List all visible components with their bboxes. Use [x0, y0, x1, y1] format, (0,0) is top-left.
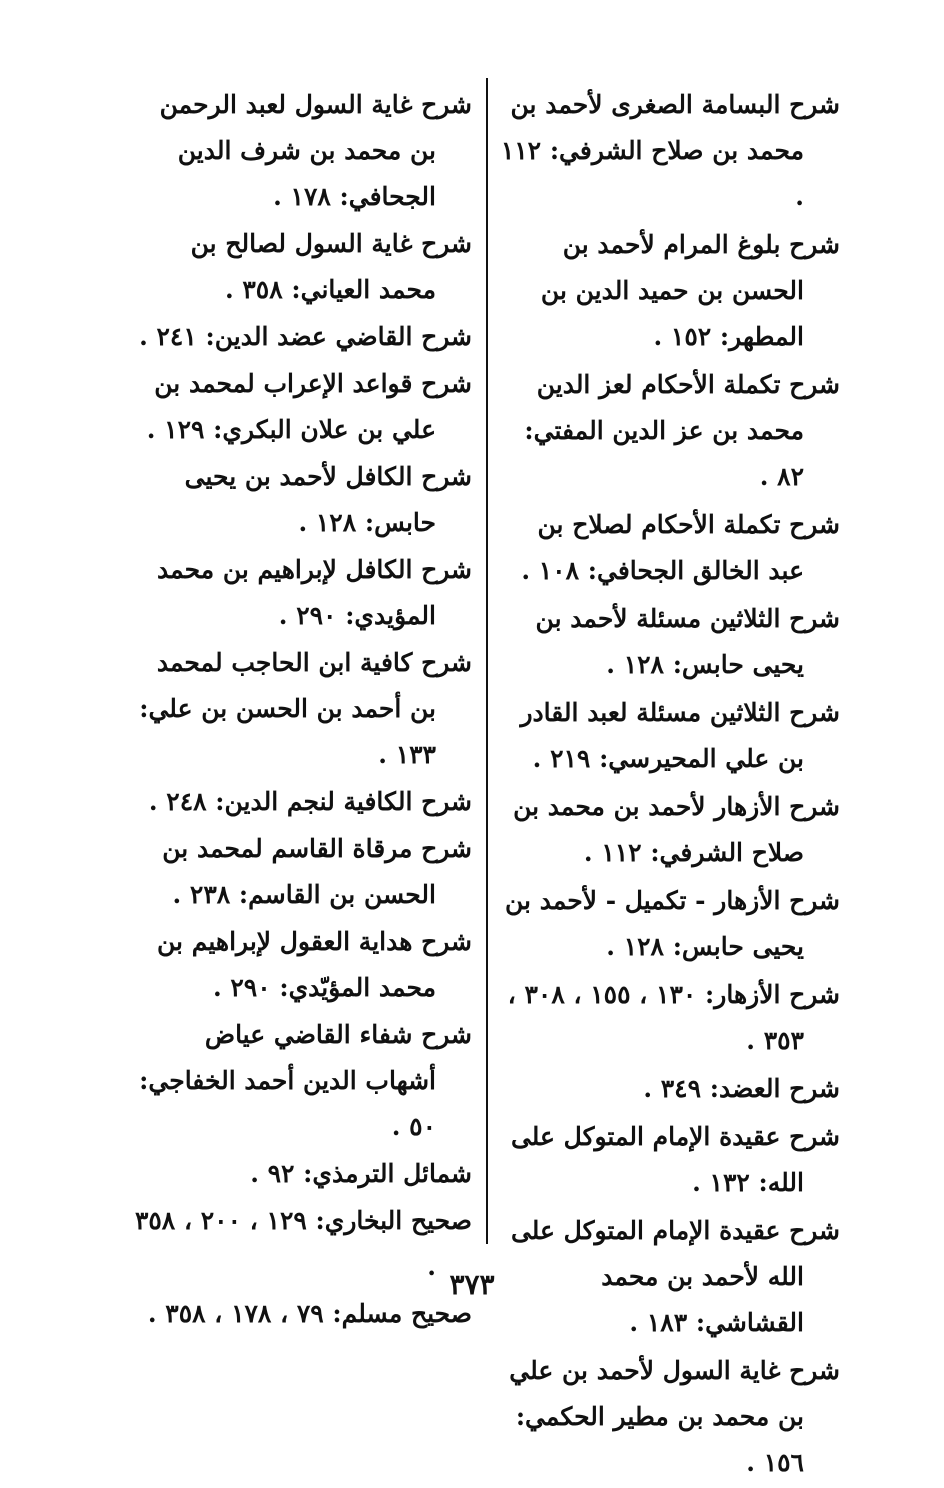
index-entry: شرح شفاء القاضي عياض أشهاب الدين أحمد الخفاجي: ٥٠ .: [139, 1020, 472, 1141]
index-entry: شرح الأزهار - تكميل - لأحمد بن يحيى حابس: ١٢٨ .: [505, 886, 840, 961]
index-entry: شرح كافية ابن الحاجب لمحمد بن أحمد بن الحسن بن علي: ١٣٣ .: [139, 648, 472, 769]
index-entry: شرح الثلاثين مسئلة لأحمد بن يحيى حابس: ١٢٨ .: [535, 604, 840, 679]
index-entry: شرح الأزهار: ١٣٠ ، ١٥٥ ، ٣٠٨ ، ٣٥٣ .: [507, 980, 840, 1055]
index-entry: شرح الثلاثين مسئلة لعبد القادر بن علي المحيرسي: ٢١٩ .: [520, 698, 840, 773]
index-entry: شرح هداية العقول لإبراهيم بن محمد المؤيّدي: ٢٩٠ .: [157, 927, 472, 1002]
index-entry: صحيح البخاري: ١٢٩ ، ٢٠٠ ، ٣٥٨ .: [134, 1206, 472, 1281]
index-entry: شرح مرقاة القاسم لمحمد بن الحسن بن القاسم: ٢٣٨ .: [162, 834, 472, 909]
index-entry: شرح البسامة الصغرى لأحمد بن محمد بن صلاح الشرفي: ١١٢ .: [500, 90, 840, 211]
index-entry: شرح عقيدة الإمام المتوكل على الله: ١٣٢ .: [510, 1122, 840, 1197]
index-entry: صحيح مسلم: ٧٩ ، ١٧٨ ، ٣٥٨ .: [147, 1299, 472, 1328]
index-entry: شرح غاية السول لأحمد بن علي بن محمد بن مطير الحكمي: ١٥٦ .: [509, 1356, 840, 1477]
index-entry: شرح العضد: ٣٤٩ .: [643, 1074, 840, 1103]
index-entry: شرح الكافية لنجم الدين: ٢٤٨ .: [148, 787, 472, 816]
column-divider: [486, 78, 488, 1244]
page-number: ٣٧٣: [449, 1268, 495, 1301]
index-entry: شرح تكملة الأحكام لعز الدين محمد بن عز الدين المفتي: ٨٢ .: [524, 370, 840, 491]
index-entry: شرح الكافل لإبراهيم بن محمد المؤيدي: ٢٩٠ .: [157, 555, 472, 630]
index-entry: شرح تكملة الأحكام لصلاح بن عبد الخالق الجحافي: ١٠٨ .: [521, 510, 840, 585]
index-entry: شرح بلوغ المرام لأحمد بن الحسن بن حميد الدين بن المطهر: ١٥٢ .: [540, 230, 840, 351]
index-entry: شرح عقيدة الإمام المتوكل على الله لأحمد بن محمد القشاشي: ١٨٣ .: [510, 1216, 840, 1337]
index-entry: شرح الكافل لأحمد بن يحيى حابس: ١٢٨ .: [184, 462, 472, 537]
index-entry: شمائل الترمذي: ٩٢ .: [250, 1159, 472, 1188]
index-column-left: [128, 82, 472, 1338]
index-entry: شرح القاضي عضد الدين: ٢٤١ .: [139, 322, 472, 351]
index-entry: شرح قواعد الإعراب لمحمد بن علي بن علان البكري: ١٢٩ .: [146, 369, 472, 444]
index-entry: شرح غاية السول لصالح بن محمد العياني: ٣٥٨ .: [190, 229, 472, 304]
index-entry: شرح غاية السول لعبد الرحمن بن محمد بن شرف الدين الجحافي: ١٧٨ .: [159, 90, 472, 211]
index-entry: شرح الأزهار لأحمد بن محمد بن صلاح الشرفي: ١١٢ .: [513, 792, 840, 867]
